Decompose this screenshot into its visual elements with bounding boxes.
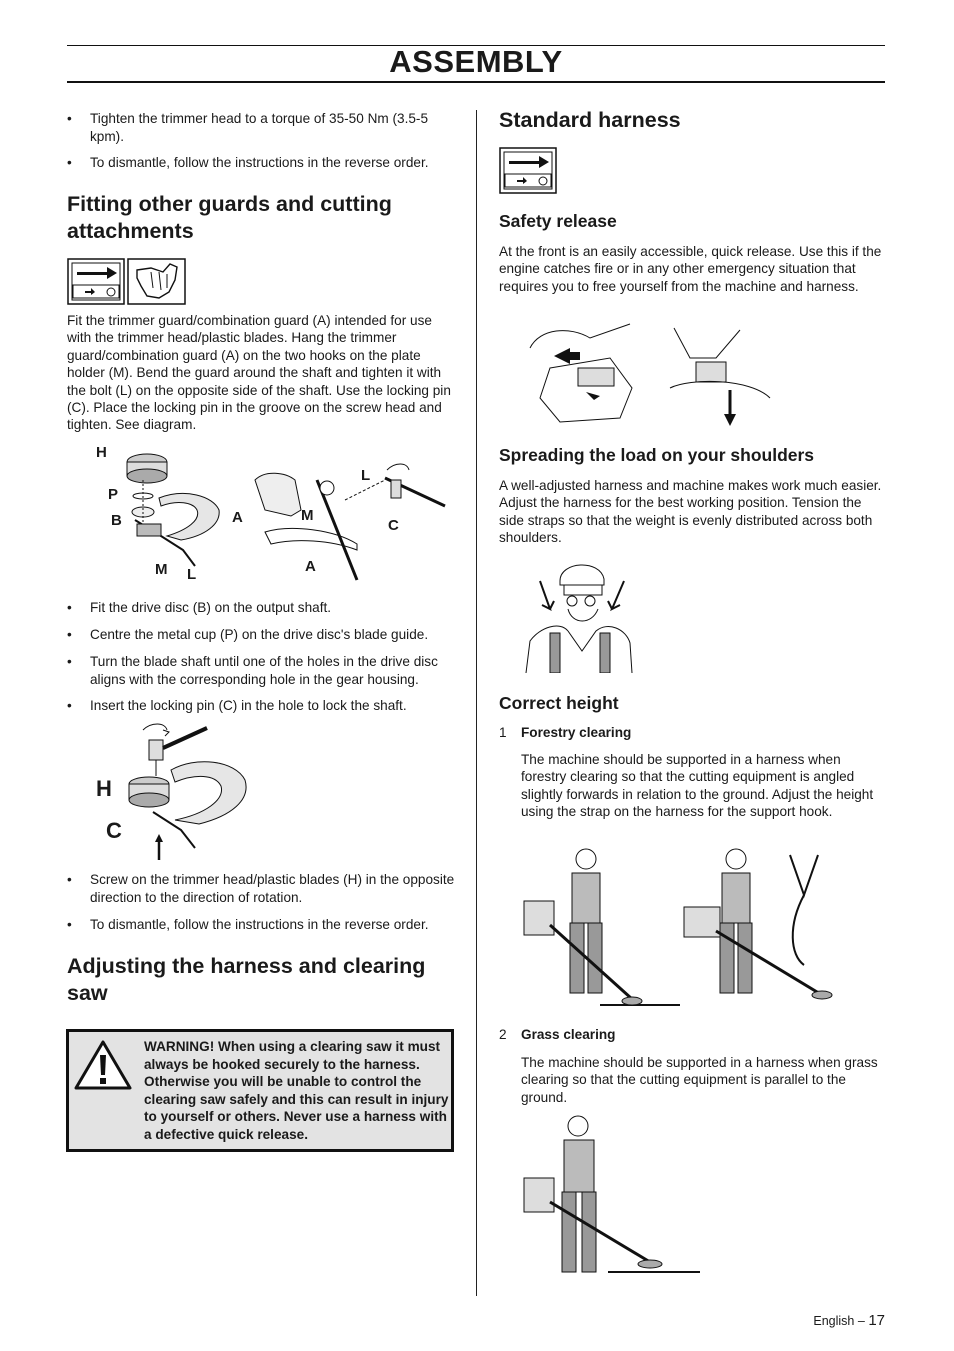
diagram-label-m: M [301, 507, 314, 524]
subheading-correct-height: Correct height [499, 693, 619, 713]
safety-release-illustration [520, 318, 780, 428]
guards-paragraph: Fit the trimmer guard/combination guard (A) intended for use with the trimmer head/plastic blades. Hang the trimmer guard/combination guard (A) on the two hooks on the plate holder (M). Bend the guard around the shaft and tighten it with the bolt (L) on the opposite side of the shaft. Use the locking pin (C). Place the locking pin in the groove on the screw head and tighten. See diagram. [67, 313, 451, 433]
page-title: ASSEMBLY [389, 44, 563, 79]
page-footer [813, 1312, 885, 1329]
diagram-label-l: L [361, 467, 371, 484]
diagram-label-b: B [111, 512, 122, 529]
safety-paragraph: At the front is an easily accessible, quick release. Use this if the engine catches fire or in any other emergency situation that requires you to free yourself from the machine and harness. [499, 244, 882, 294]
diagram-label-a: A [232, 509, 243, 526]
warning-box [66, 1029, 454, 1152]
item1-paragraph: The machine should be supported in a harness when forestry clearing so that the cutting equipment is angled slightly forwards in relation to the ground. Adjust the height using the strap on the harness for the support hook. [521, 752, 874, 820]
diagram-label-l: L [187, 566, 197, 583]
footer-language: English [813, 1314, 855, 1328]
subheading-spreading-load: Spreading the load on your shoulders [499, 445, 815, 465]
warning-triangle-icon [73, 1039, 133, 1091]
guard-assembly-diagram [95, 440, 455, 590]
diagram-label-c: C [388, 517, 399, 534]
diagram-label-p: P [108, 486, 119, 503]
warning-text: WARNING! When using a clearing saw it must always be hooked securely to the harness. Otherwise you will be unable to control the clearing saw safely and this can result in injury to yourself or others. Never use a harness with a defective quick release. [144, 1039, 449, 1142]
section-heading-guards: Fitting other guards and cutting attachments [67, 192, 392, 243]
footer-dash: – [857, 1314, 865, 1328]
diagram-label-c: C [106, 818, 122, 843]
grass-clearing-illustration [520, 1112, 705, 1287]
subheading-safety-release: Safety release [499, 211, 617, 231]
spreading-paragraph: A well-adjusted harness and machine makes work much easier. Adjust the harness for the best working position. Tension the side straps so that the weight is evenly distributed across both shoulders. [499, 478, 882, 546]
column-divider [476, 110, 477, 1296]
instruction-symbols [67, 258, 187, 306]
section-heading-harness: Adjusting the harness and clearing saw [67, 954, 426, 1005]
diagram-label-h: H [96, 444, 107, 461]
forestry-clearing-illustration [520, 845, 840, 1015]
instruction-symbol [499, 147, 559, 195]
header-bottom-rule [67, 81, 885, 83]
diagram-label-a: A [305, 558, 316, 575]
page-number: 17 [868, 1312, 885, 1329]
shoulder-load-illustration [520, 551, 635, 673]
section-heading-standard-harness: Standard harness [499, 108, 681, 132]
item2-paragraph: The machine should be supported in a harness when grass clearing so that the cutting equipment is parallel to the ground. [521, 1055, 878, 1105]
diagram-label-m: M [155, 561, 168, 578]
diagram-label-h: H [96, 776, 112, 801]
